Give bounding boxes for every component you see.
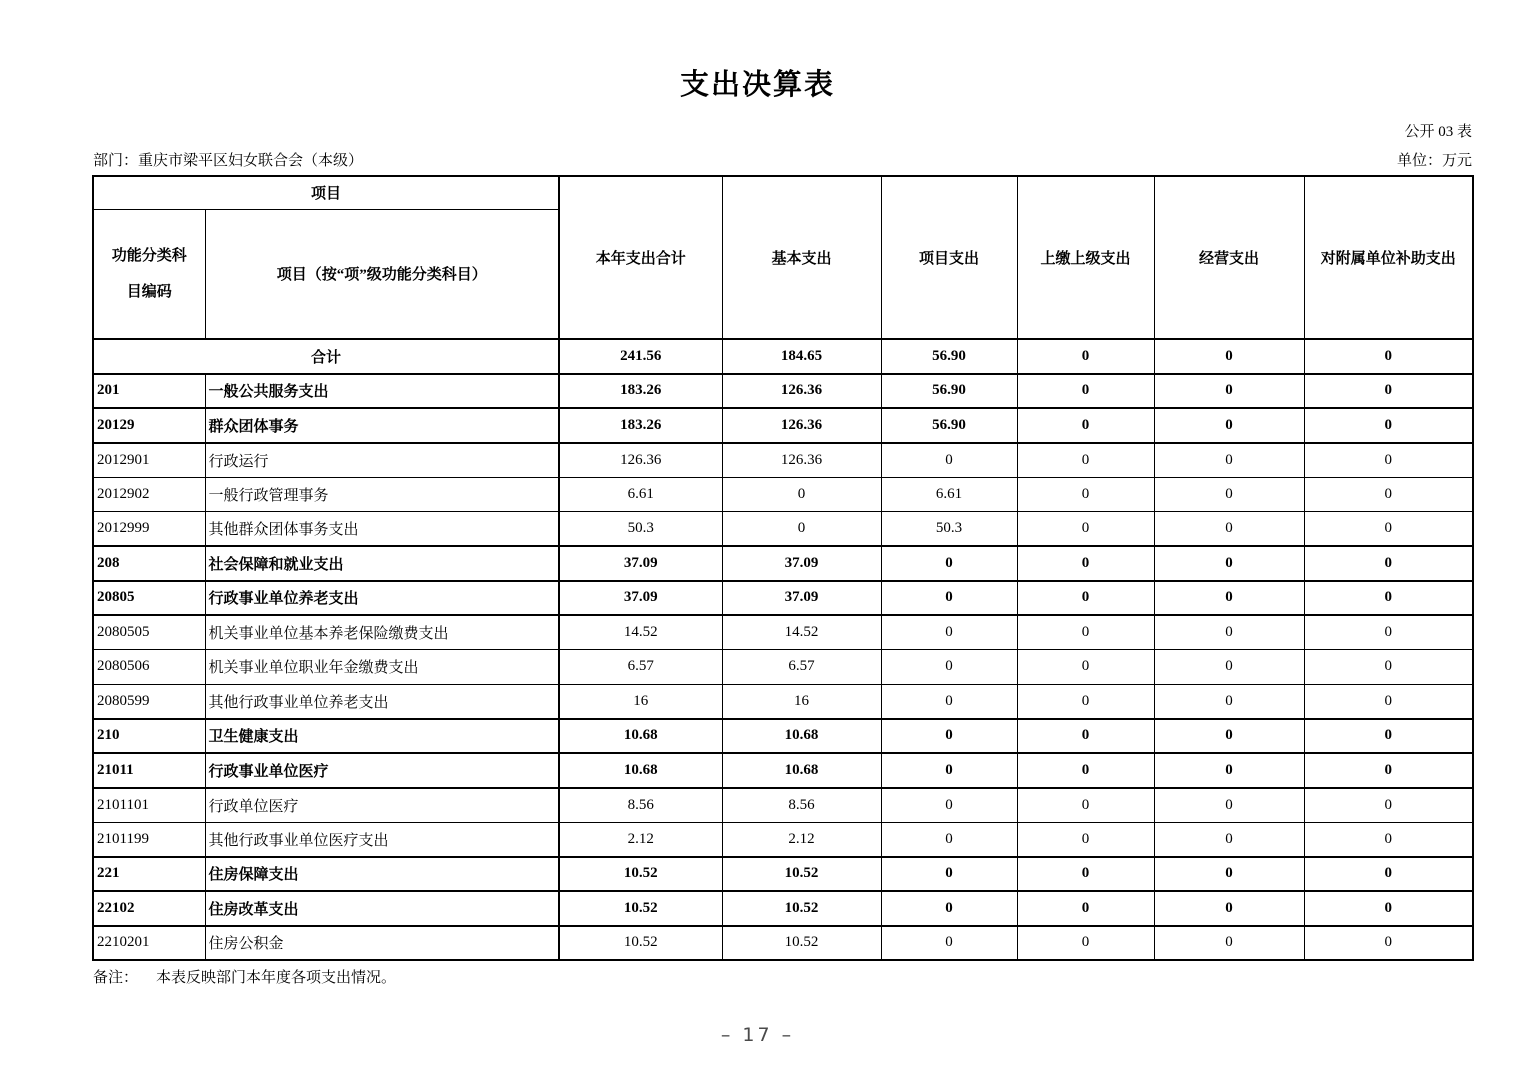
table-row [93, 753, 1473, 788]
row-value: 0 [1017, 443, 1154, 478]
row-value: 0 [881, 443, 1017, 478]
row-code: 21011 [93, 753, 205, 788]
table-row [93, 650, 1473, 685]
row-value: 0 [1154, 581, 1304, 616]
row-value: 0 [1154, 684, 1304, 719]
row-value: 0 [1017, 719, 1154, 754]
row-value: 10.52 [722, 891, 881, 926]
row-value: 0 [1017, 684, 1154, 719]
row-value: 0 [1017, 408, 1154, 443]
row-name: 合计 [93, 339, 559, 374]
row-value: 0 [1304, 753, 1473, 788]
header-col-basic: 基本支出 [722, 176, 881, 339]
row-value: 37.09 [559, 546, 722, 581]
row-code: 2012999 [93, 512, 205, 547]
row-value: 0 [1154, 719, 1304, 754]
row-name: 住房公积金 [205, 926, 559, 961]
row-value: 0 [722, 512, 881, 547]
row-value: 56.90 [881, 374, 1017, 409]
table-row [93, 926, 1473, 961]
header-project-group: 项目 [93, 176, 559, 209]
row-value: 0 [1017, 822, 1154, 857]
row-code: 20805 [93, 581, 205, 616]
row-value: 0 [1304, 650, 1473, 685]
row-value: 0 [1154, 615, 1304, 650]
row-value: 0 [1304, 546, 1473, 581]
row-value: 0 [1304, 719, 1473, 754]
table-row [93, 512, 1473, 547]
row-value: 0 [1154, 546, 1304, 581]
row-value: 16 [559, 684, 722, 719]
row-value: 10.68 [722, 719, 881, 754]
footnote-text: 本表反映部门本年度各项支出情况。 [156, 970, 397, 986]
row-value: 0 [1304, 477, 1473, 512]
table-row [93, 546, 1473, 581]
row-value: 0 [1154, 891, 1304, 926]
page-number: – 17 – [720, 1024, 795, 1046]
row-value: 0 [1304, 339, 1473, 374]
row-value: 0 [1304, 615, 1473, 650]
table-row [93, 684, 1473, 719]
row-value: 0 [1017, 546, 1154, 581]
row-name: 行政事业单位医疗 [205, 753, 559, 788]
table-row [93, 477, 1473, 512]
row-value: 10.52 [559, 857, 722, 892]
row-value: 8.56 [559, 788, 722, 823]
row-value: 0 [1154, 650, 1304, 685]
row-name: 其他群众团体事务支出 [205, 512, 559, 547]
row-value: 14.52 [722, 615, 881, 650]
row-value: 8.56 [722, 788, 881, 823]
row-value: 0 [1154, 408, 1304, 443]
row-value: 184.65 [722, 339, 881, 374]
row-value: 0 [1304, 408, 1473, 443]
unit-label: 单位：万元 [1396, 153, 1472, 169]
row-value: 241.56 [559, 339, 722, 374]
row-value: 0 [1154, 926, 1304, 961]
row-value: 0 [881, 788, 1017, 823]
row-name: 住房改革支出 [205, 891, 559, 926]
row-value: 0 [881, 822, 1017, 857]
table-row [93, 822, 1473, 857]
table-row [93, 374, 1473, 409]
table-row [93, 857, 1473, 892]
row-name: 其他行政事业单位医疗支出 [205, 822, 559, 857]
row-value: 0 [881, 857, 1017, 892]
row-value: 10.68 [722, 753, 881, 788]
row-code: 2210201 [93, 926, 205, 961]
table-code-label: 公开 03 表 [1404, 124, 1472, 140]
row-value: 0 [1154, 339, 1304, 374]
row-code: 2101101 [93, 788, 205, 823]
row-value: 183.26 [559, 374, 722, 409]
header-col-total: 本年支出合计 [559, 176, 722, 339]
row-name: 卫生健康支出 [205, 719, 559, 754]
row-name: 行政单位医疗 [205, 788, 559, 823]
row-value: 6.57 [559, 650, 722, 685]
row-value: 0 [881, 546, 1017, 581]
row-value: 0 [1304, 891, 1473, 926]
row-value: 183.26 [559, 408, 722, 443]
table-row [93, 891, 1473, 926]
row-value: 0 [1304, 926, 1473, 961]
row-value: 0 [1154, 822, 1304, 857]
header-item-name: 项目（按“项”级功能分类科目） [205, 209, 559, 339]
row-value: 0 [1017, 926, 1154, 961]
table-row [93, 581, 1473, 616]
footnote [93, 966, 396, 987]
row-value: 50.3 [881, 512, 1017, 547]
row-value: 2.12 [722, 822, 881, 857]
row-name: 一般行政管理事务 [205, 477, 559, 512]
row-name: 一般公共服务支出 [205, 374, 559, 409]
row-value: 0 [1304, 684, 1473, 719]
row-value: 37.09 [722, 581, 881, 616]
row-value: 10.52 [722, 857, 881, 892]
row-value: 0 [1017, 615, 1154, 650]
row-value: 10.52 [559, 891, 722, 926]
row-value: 0 [881, 753, 1017, 788]
row-code: 2012902 [93, 477, 205, 512]
row-value: 0 [1017, 477, 1154, 512]
row-value: 0 [1304, 512, 1473, 547]
row-value: 0 [1304, 443, 1473, 478]
row-value: 0 [881, 926, 1017, 961]
row-name: 机关事业单位职业年金缴费支出 [205, 650, 559, 685]
row-value: 0 [881, 581, 1017, 616]
row-value: 0 [1017, 857, 1154, 892]
row-value: 37.09 [722, 546, 881, 581]
row-code: 2012901 [93, 443, 205, 478]
row-value: 10.68 [559, 753, 722, 788]
row-value: 0 [1154, 788, 1304, 823]
header-col-upper: 上缴上级支出 [1017, 176, 1154, 339]
row-code: 210 [93, 719, 205, 754]
row-value: 50.3 [559, 512, 722, 547]
row-value: 126.36 [559, 443, 722, 478]
row-value: 0 [881, 650, 1017, 685]
row-value: 0 [1017, 753, 1154, 788]
row-value: 0 [881, 719, 1017, 754]
row-value: 37.09 [559, 581, 722, 616]
row-value: 0 [1304, 857, 1473, 892]
row-value: 126.36 [722, 374, 881, 409]
row-value: 0 [1017, 512, 1154, 547]
row-value: 0 [881, 684, 1017, 719]
row-value: 0 [1017, 374, 1154, 409]
row-value: 0 [1017, 788, 1154, 823]
row-code: 208 [93, 546, 205, 581]
row-code: 2080505 [93, 615, 205, 650]
row-code: 22102 [93, 891, 205, 926]
row-value: 0 [1304, 581, 1473, 616]
row-value: 56.90 [881, 339, 1017, 374]
row-value: 0 [1304, 374, 1473, 409]
table-row [93, 615, 1473, 650]
row-name: 社会保障和就业支出 [205, 546, 559, 581]
table-row [93, 719, 1473, 754]
row-value: 0 [881, 891, 1017, 926]
expenditure-table [92, 175, 1474, 961]
row-value: 126.36 [722, 408, 881, 443]
footnote-label: 备注： [93, 970, 139, 986]
row-value: 0 [1154, 374, 1304, 409]
row-code: 2080506 [93, 650, 205, 685]
row-value: 0 [1017, 581, 1154, 616]
row-value: 16 [722, 684, 881, 719]
row-value: 2.12 [559, 822, 722, 857]
row-name: 行政运行 [205, 443, 559, 478]
table-row [93, 443, 1473, 478]
row-value: 10.52 [559, 926, 722, 961]
row-name: 其他行政事业单位养老支出 [205, 684, 559, 719]
department-label: 部门：重庆市梁平区妇女联合会（本级） [93, 153, 364, 169]
table-row [93, 339, 1473, 374]
row-value: 6.61 [881, 477, 1017, 512]
row-value: 126.36 [722, 443, 881, 478]
header-col-subsidy: 对附属单位补助支出 [1304, 176, 1473, 339]
row-code: 221 [93, 857, 205, 892]
page-title: 支出决算表 [679, 69, 835, 101]
table-row [93, 408, 1473, 443]
row-value: 0 [1304, 822, 1473, 857]
row-value: 0 [1304, 788, 1473, 823]
row-code: 2080599 [93, 684, 205, 719]
row-value: 0 [1017, 650, 1154, 685]
header-col-project: 项目支出 [881, 176, 1017, 339]
header-col-operating: 经营支出 [1154, 176, 1304, 339]
row-code: 2101199 [93, 822, 205, 857]
row-value: 0 [1154, 512, 1304, 547]
row-value: 0 [1017, 891, 1154, 926]
table-row [93, 788, 1473, 823]
row-name: 行政事业单位养老支出 [205, 581, 559, 616]
row-value: 0 [881, 615, 1017, 650]
row-name: 机关事业单位基本养老保险缴费支出 [205, 615, 559, 650]
row-code: 201 [93, 374, 205, 409]
row-value: 0 [1154, 443, 1304, 478]
row-value: 0 [1154, 477, 1304, 512]
row-value: 0 [1017, 339, 1154, 374]
row-value: 14.52 [559, 615, 722, 650]
row-value: 6.61 [559, 477, 722, 512]
row-value: 6.57 [722, 650, 881, 685]
row-value: 0 [1154, 753, 1304, 788]
header-function-code: 功能分类科目编码 [93, 209, 205, 339]
row-name: 群众团体事务 [205, 408, 559, 443]
row-name: 住房保障支出 [205, 857, 559, 892]
row-value: 10.52 [722, 926, 881, 961]
row-value: 10.68 [559, 719, 722, 754]
row-value: 56.90 [881, 408, 1017, 443]
row-code: 20129 [93, 408, 205, 443]
row-value: 0 [1154, 857, 1304, 892]
row-value: 0 [722, 477, 881, 512]
